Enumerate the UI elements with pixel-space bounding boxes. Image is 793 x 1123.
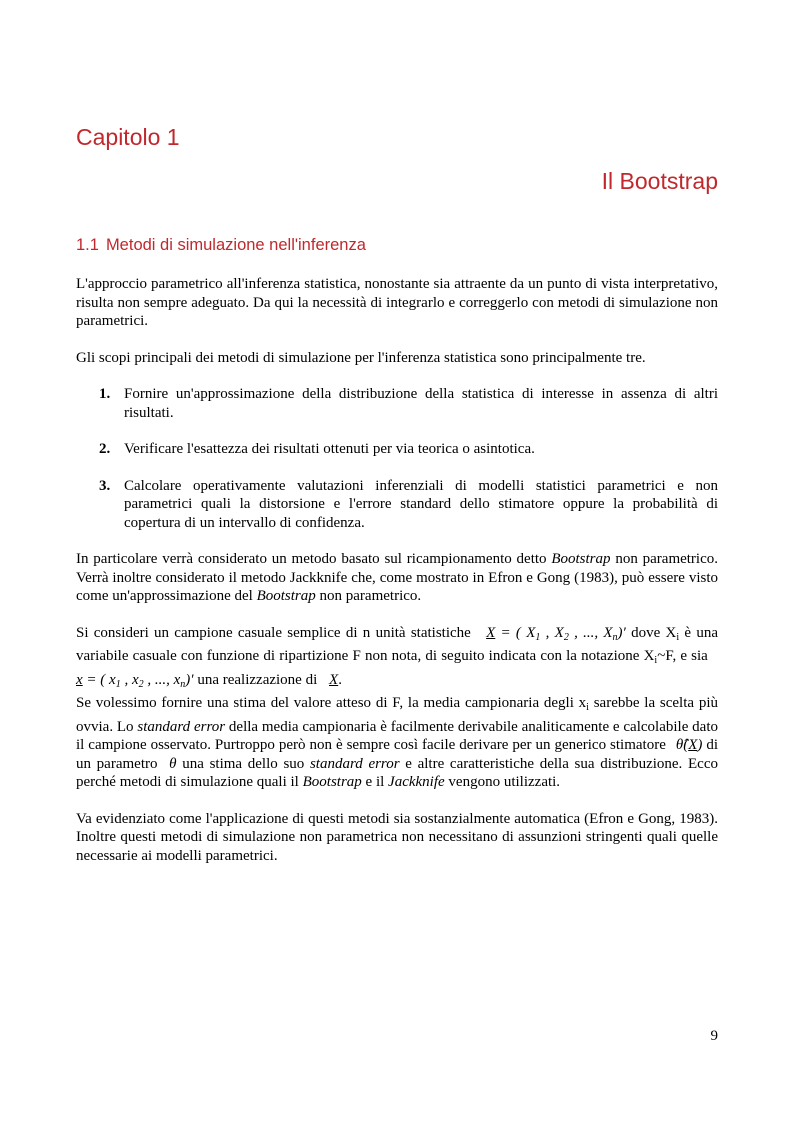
list-item-text: Verificare l'esattezza dei risultati ottenuti per via teorica o asintotica.: [124, 441, 535, 457]
math-subscript: 2: [563, 631, 569, 643]
paragraph-methods: [76, 550, 718, 606]
text-run: una realizzazione di: [193, 671, 322, 688]
page-number: 9: [710, 1028, 718, 1044]
list-item-text: Calcolare operativamente valutazioni inferenziali di modelli statistici parametrici e non parametrici quali la distorsione e l'errore standard dello stimatore oppure la probabilità di copertura di un intervallo di confidenza.: [124, 477, 718, 531]
math-symbol: )′: [185, 671, 194, 688]
term-bootstrap: Bootstrap: [551, 551, 611, 567]
term-bootstrap: Bootstrap: [302, 774, 362, 790]
text-run: non parametrico.: [315, 588, 422, 604]
math-subscript: 1: [535, 631, 541, 643]
observed-vector-formula: [76, 672, 194, 688]
text-run: e altre caratteristiche della sua distribuzione. Ecco perché metodi di simulazione quali il: [76, 755, 718, 790]
term-standard-error: standard error: [137, 718, 226, 735]
list-item-number: 3.: [99, 477, 111, 494]
text-run: sarebbe la scelta più ovvia. Lo: [76, 695, 718, 735]
goals-list: [76, 385, 718, 532]
math-subscript: n: [612, 631, 618, 643]
text-run: Si consideri un campione casuale semplice di n unità statistiche: [76, 624, 477, 641]
term-bootstrap: Bootstrap: [256, 588, 316, 604]
estimator-formula: [676, 737, 703, 753]
body-text: [76, 275, 718, 883]
math-symbol: = ( x: [82, 671, 116, 688]
paragraph-estimation: [76, 694, 718, 792]
text-subscript: i: [654, 655, 658, 666]
text-run: vengono utilizzati.: [444, 774, 561, 790]
section-heading: [76, 236, 366, 255]
text-run: dove X: [625, 624, 677, 641]
math-symbol: , ..., X: [568, 624, 613, 641]
list-item-number: 2.: [99, 441, 111, 457]
text-run: non parametrico. Verrà inoltre considerato il metodo Jackknife che, come mostrato in Efron e Gong (1983), può essere visto come un'approssimazione del: [76, 551, 719, 604]
math-symbol: )′: [617, 624, 626, 641]
math-symbol: X: [486, 624, 496, 641]
text-run: In particolare verrà considerato un metodo basato sul ricampionamento detto: [76, 551, 552, 567]
paragraph-automatic: Va evidenziato come l'applicazione di questi metodi sia sostanzialmente automatica (Efron e Gong, 1983). Inoltre questi metodi di simulazione non parametrica non necessitano di assunzioni stringenti quali quelle necessarie ai modelli parametrici.: [76, 810, 718, 864]
math-symbol: , X: [540, 624, 564, 641]
list-item: [76, 440, 718, 459]
math-symbol: , ..., x: [143, 671, 181, 688]
text-run: .: [338, 671, 342, 688]
text-run: una stima dello suo: [176, 755, 310, 772]
math-symbol: , x: [120, 671, 139, 688]
text-run: ~F, e sia: [657, 648, 713, 664]
text-subscript: i: [586, 702, 589, 713]
math-symbol: X: [688, 737, 698, 753]
section-number: 1.1: [76, 236, 99, 254]
sample-vector-formula: [486, 625, 626, 641]
chapter-label: Capitolo 1: [76, 124, 180, 150]
math-symbol: x: [76, 671, 83, 688]
section-title: Metodi di simulazione nell'inferenza: [105, 236, 366, 254]
math-symbol: ): [697, 737, 703, 753]
math-symbol: = ( X: [495, 624, 536, 641]
text-run: e il: [361, 774, 389, 790]
list-item: [76, 385, 718, 422]
text-run: Se volessimo fornire una stima del valore atteso di F, la media campionaria degli x: [76, 695, 587, 711]
text-run: di un parametro: [76, 737, 719, 772]
math-symbol: (: [683, 737, 689, 753]
text-run: della media campionaria è facilmente derivabile analiticamente e calcolabile dato il campione osservato. Purtroppo però non è sempre così facile derivare per un generico stimatore: [76, 718, 718, 753]
math-symbol: θ: [169, 755, 177, 772]
term-jackknife: Jackknife: [388, 774, 445, 790]
math-subscript: 1: [115, 678, 121, 690]
list-item-text: Fornire un'approssimazione della distribuzione della statistica di interesse in assenza di altri risultati.: [124, 386, 718, 421]
paragraph-intro: L'approccio parametrico all'inferenza statistica, nonostante sia attraente da un punto di vista interpretativo, risulta non sempre adeguato. Da qui la necessità di integrarlo e correggerlo con metodi di simulazione non parametrici.: [76, 276, 718, 329]
paragraph-sample: [76, 624, 718, 695]
math-symbol: X: [329, 671, 339, 688]
math-subscript: 2: [138, 678, 144, 690]
list-item: [76, 477, 718, 533]
text-subscript: i: [676, 631, 680, 643]
math-subscript: n: [180, 678, 186, 690]
paragraph-goals: Gli scopi principali dei metodi di simulazione per l'inferenza statistica sono principalmente tre.: [76, 349, 646, 366]
chapter-title: Il Bootstrap: [601, 168, 718, 194]
list-item-number: 1.: [99, 386, 111, 402]
term-standard-error: standard error: [309, 755, 400, 772]
math-symbol: θ̂: [675, 737, 684, 753]
text-run: è una variabile casuale con funzione di ripartizione F non nota, di seguito indicata con la notazione X: [76, 624, 718, 664]
